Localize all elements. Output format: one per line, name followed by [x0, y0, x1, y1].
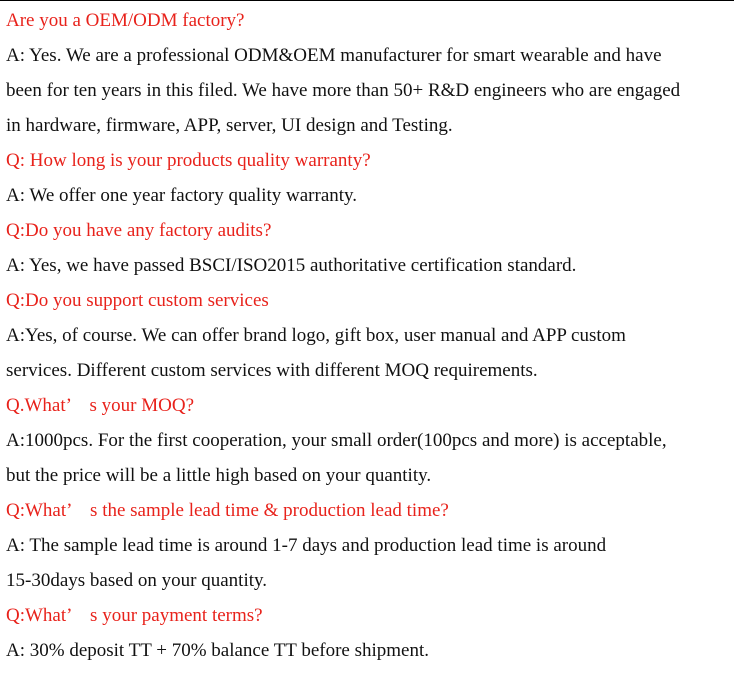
faq-answer-line: A: Yes, we have passed BSCI/ISO2015 authoritative certification standard.: [6, 255, 577, 276]
faq-answer-line: A: 30% deposit TT + 70% balance TT before shipment.: [6, 640, 430, 661]
faq-answer-line: 15-30days based on your quantity.: [6, 570, 268, 591]
top-divider: [0, 0, 734, 1]
faq-answer-line: A: The sample lead time is around 1-7 days and production lead time is around: [6, 535, 607, 556]
faq-question-audits: Q:Do you have any factory audits?: [6, 220, 272, 241]
faq-list: [6, 3, 732, 668]
faq-answer-line: been for ten years in this filed. We have more than 50+ R&D engineers who are engaged: [6, 80, 681, 101]
faq-question-custom-services: Q:Do you support custom services: [6, 290, 269, 311]
faq-answer-line: A: Yes. We are a professional ODM&OEM manufacturer for smart wearable and have: [6, 45, 662, 66]
faq-question-lead-time: Q:What’ s the sample lead time & production lead time?: [6, 500, 449, 521]
faq-answer-line: A:1000pcs. For the first cooperation, your small order(100pcs and more) is acceptable,: [6, 430, 667, 451]
faq-question-moq: Q.What’ s your MOQ?: [6, 395, 195, 416]
faq-question-payment-terms: Q:What’ s your payment terms?: [6, 605, 263, 626]
faq-question-warranty: Q: How long is your products quality warranty?: [6, 150, 371, 171]
faq-answer-line: services. Different custom services with different MOQ requirements.: [6, 360, 538, 381]
faq-question-oem-odm: Are you a OEM/ODM factory?: [6, 10, 245, 31]
faq-answer-line: A:Yes, of course. We can offer brand logo, gift box, user manual and APP custom: [6, 325, 626, 346]
faq-answer-line: A: We offer one year factory quality warranty.: [6, 185, 358, 206]
faq-answer-line: but the price will be a little high based on your quantity.: [6, 465, 432, 486]
faq-answer-line: in hardware, firmware, APP, server, UI design and Testing.: [6, 115, 453, 136]
